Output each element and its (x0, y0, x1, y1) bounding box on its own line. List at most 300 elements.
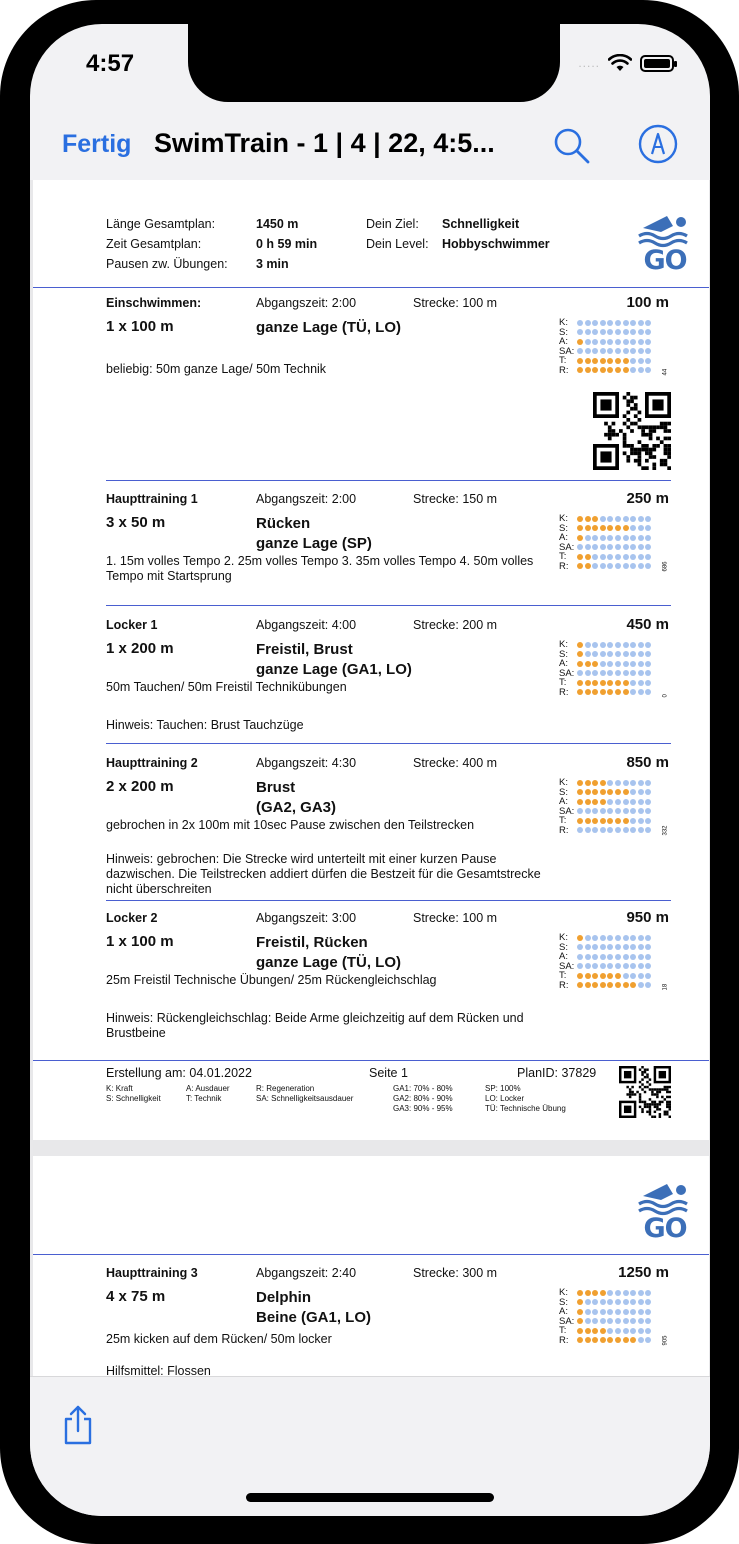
intensity-dot (592, 944, 598, 950)
intensity-label: SA: (559, 345, 575, 357)
intensity-dot (638, 827, 644, 833)
intensity-dot (638, 799, 644, 805)
intensity-dot (630, 1309, 636, 1315)
intensity-dot (592, 642, 598, 648)
intensity-dot (592, 789, 598, 795)
intensity-dot (615, 808, 621, 814)
intensity-dot (577, 651, 583, 657)
intensity-dot (600, 516, 606, 522)
intensity-dot (645, 808, 651, 814)
intensity-dot (607, 1328, 613, 1334)
intensity-dot (577, 642, 583, 648)
intensity-matrix (559, 513, 669, 572)
intensity-label: S: (559, 522, 568, 534)
intensity-dot (592, 963, 598, 969)
swim-style-line: (GA2, GA3) (256, 799, 337, 816)
intensity-dot (623, 358, 629, 364)
intensity-label: A: (559, 1306, 568, 1317)
legend-item: GA2: 80% - 90% (393, 1094, 453, 1103)
intensity-matrix (559, 777, 669, 836)
intensity-dot (615, 348, 621, 354)
pdf-page-2 (33, 1156, 709, 1376)
divider (33, 1254, 709, 1255)
intensity-label: A: (559, 658, 568, 669)
legend-item: SP: 100% (485, 1084, 521, 1093)
legend-item: SA: Schnelligkeitsausdauer (256, 1094, 354, 1103)
intensity-dot (607, 982, 613, 988)
swim-style-line: ganze Lage (GA1, LO) (256, 661, 412, 678)
intensity-dot (577, 339, 583, 345)
legend-item: R: Regeneration (256, 1084, 315, 1093)
navigation-bar (30, 114, 710, 180)
intensity-dot (645, 320, 651, 326)
intensity-dot (585, 348, 591, 354)
intensity-dot (577, 661, 583, 667)
intensity-dot (607, 670, 613, 676)
intensity-dot (585, 563, 591, 569)
intensity-dot (623, 818, 629, 824)
intensity-dot (623, 799, 629, 805)
intensity-dot (600, 661, 606, 667)
distance: Strecke: 400 m (413, 756, 498, 770)
intensity-dot (585, 982, 591, 988)
intensity-dot (577, 670, 583, 676)
intensity-dot (577, 516, 583, 522)
intensity-dot (630, 982, 636, 988)
intensity-dot (585, 651, 591, 657)
intensity-dot (645, 963, 651, 969)
exercise-name: Einschwimmen: (106, 296, 202, 310)
intensity-dot (638, 1318, 644, 1324)
intensity-dot (623, 789, 629, 795)
intensity-dot (630, 954, 636, 960)
intensity-dot (638, 1299, 644, 1305)
battery-icon (640, 55, 674, 72)
summary-value: Hobbyschwimmer (442, 237, 550, 251)
intensity-dot (638, 554, 644, 560)
intensity-dot (630, 1299, 636, 1305)
intensity-dot (638, 1309, 644, 1315)
intensity-dot (600, 329, 606, 335)
intensity-dot (577, 367, 583, 373)
intensity-label: S: (559, 1296, 568, 1308)
intensity-dot (585, 1328, 591, 1334)
intensity-dot (600, 367, 606, 373)
intensity-dot (638, 544, 644, 550)
intensity-dot (592, 329, 598, 335)
intensity-dot (600, 554, 606, 560)
intensity-dot (645, 535, 651, 541)
intensity-dot (585, 944, 591, 950)
departure-time: Abgangszeit: 2:00 (256, 492, 357, 506)
intensity-dot (615, 339, 621, 345)
intensity-dot (623, 348, 629, 354)
intensity-dot (577, 525, 583, 531)
intensity-dot (645, 818, 651, 824)
intensity-row (559, 552, 653, 562)
section-code: 0 (662, 693, 669, 697)
intensity-dot (607, 358, 613, 364)
departure-time: Abgangszeit: 4:00 (256, 618, 357, 632)
qr-code-icon (619, 1066, 671, 1118)
training-section (33, 911, 709, 1061)
intensity-label: A: (559, 336, 568, 347)
intensity-dot (600, 1337, 606, 1343)
intensity-row (559, 328, 653, 338)
intensity-dot (600, 1309, 606, 1315)
intensity-dot (623, 935, 629, 941)
intensity-dot (577, 1337, 583, 1343)
intensity-dot (645, 935, 651, 941)
intensity-dot (577, 544, 583, 550)
intensity-dot (592, 661, 598, 667)
intensity-dot (615, 982, 621, 988)
intensity-matrix (559, 1287, 669, 1346)
pdf-viewer[interactable] (30, 180, 710, 1376)
intensity-dot (577, 554, 583, 560)
intensity-dot (600, 944, 606, 950)
intensity-dot (577, 944, 583, 950)
intensity-dot (645, 689, 651, 695)
intensity-dot (607, 661, 613, 667)
intensity-dot (600, 358, 606, 364)
summary-label: Dein Level: (366, 237, 429, 251)
intensity-label: R: (559, 824, 569, 836)
swim-style-line: ganze Lage (TÜ, LO) (256, 319, 402, 336)
distance: Strecke: 300 m (413, 1266, 498, 1280)
intensity-row (559, 788, 653, 798)
intensity-dot (645, 780, 651, 786)
intensity-dot (623, 661, 629, 667)
intensity-dot (592, 563, 598, 569)
departure-time: Abgangszeit: 3:00 (256, 911, 357, 925)
intensity-dot (577, 1309, 583, 1315)
swimmer-logo-icon (637, 1178, 693, 1244)
legend-item: T: Technik (186, 1094, 222, 1103)
intensity-dot (600, 670, 606, 676)
intensity-dot (592, 818, 598, 824)
summary-value: 3 min (256, 257, 289, 271)
intensity-dot (645, 1328, 651, 1334)
intensity-dot (585, 780, 591, 786)
intensity-dot (638, 516, 644, 522)
intensity-dot (607, 1309, 613, 1315)
swim-style-line: ganze Lage (SP) (256, 535, 372, 552)
swim-style (256, 514, 372, 554)
intensity-label: T: (559, 677, 567, 688)
page-number: Seite 1 (369, 1066, 408, 1080)
intensity-dot (577, 1290, 583, 1296)
intensity-dot (645, 348, 651, 354)
intensity-dot (638, 789, 644, 795)
intensity-dot (600, 789, 606, 795)
intensity-dot (638, 329, 644, 335)
home-indicator (246, 1493, 494, 1502)
intensity-dot (607, 544, 613, 550)
summary-label: Pausen zw. Übungen: (106, 257, 228, 271)
intensity-dot (630, 789, 636, 795)
training-section (33, 618, 709, 768)
intensity-dot (645, 973, 651, 979)
intensity-label: SA: (559, 805, 575, 817)
intensity-dot (607, 680, 613, 686)
intensity-dot (585, 818, 591, 824)
intensity-dot (615, 535, 621, 541)
intensity-row (559, 524, 653, 534)
intensity-dot (615, 554, 621, 560)
intensity-dot (577, 358, 583, 364)
intensity-row (559, 981, 653, 991)
legend-item: GA3: 90% - 95% (393, 1104, 453, 1113)
exercise-name: Haupttraining 1 (106, 492, 198, 506)
intensity-dot (592, 935, 598, 941)
intensity-dot (585, 935, 591, 941)
intensity-dot (600, 1318, 606, 1324)
intensity-row (559, 778, 653, 788)
intensity-dot (623, 563, 629, 569)
divider (106, 605, 671, 606)
intensity-dot (623, 516, 629, 522)
intensity-label: S: (559, 941, 568, 953)
intensity-label: K: (559, 639, 568, 650)
intensity-dot (577, 973, 583, 979)
intensity-dot (623, 525, 629, 531)
intensity-dot (585, 1337, 591, 1343)
intensity-dot (630, 827, 636, 833)
intensity-dot (645, 563, 651, 569)
intensity-dot (615, 799, 621, 805)
intensity-row (559, 1336, 653, 1346)
intensity-row (559, 1298, 653, 1308)
intensity-dot (607, 818, 613, 824)
intensity-dot (600, 827, 606, 833)
intensity-dot (585, 808, 591, 814)
intensity-dot (615, 827, 621, 833)
intensity-dot (645, 544, 651, 550)
intensity-dot (592, 1290, 598, 1296)
intensity-dot (630, 563, 636, 569)
intensity-dot (615, 563, 621, 569)
repetitions: 1 x 200 m (106, 640, 174, 657)
intensity-label: S: (559, 786, 568, 798)
divider (106, 900, 671, 901)
section-code: 686 (662, 560, 669, 571)
intensity-dot (600, 1328, 606, 1334)
intensity-dot (623, 808, 629, 814)
intensity-dot (592, 320, 598, 326)
search-icon[interactable] (550, 124, 594, 168)
intensity-dot (585, 661, 591, 667)
intensity-dot (607, 516, 613, 522)
intensity-dot (623, 1318, 629, 1324)
intensity-dot (585, 535, 591, 541)
swim-style (256, 640, 412, 680)
section-code: 332 (662, 824, 669, 835)
intensity-dot (615, 358, 621, 364)
document-title: SwimTrain - 1 | 4 | 22, 4:5... (154, 128, 495, 158)
intensity-dot (645, 789, 651, 795)
intensity-dot (607, 935, 613, 941)
intensity-dot (585, 516, 591, 522)
intensity-dot (638, 935, 644, 941)
intensity-dot (592, 827, 598, 833)
intensity-dot (585, 827, 591, 833)
intensity-dot (630, 651, 636, 657)
intensity-dot (630, 680, 636, 686)
exercise-description: 1. 15m volles Tempo 2. 25m volles Tempo 3. 35m volles Tempo 4. 50m volles Tempo mit Startsprung (106, 554, 534, 583)
intensity-dot (638, 563, 644, 569)
intensity-dot (638, 358, 644, 364)
intensity-dot (638, 963, 644, 969)
intensity-dot (615, 689, 621, 695)
intensity-dot (607, 642, 613, 648)
done-button[interactable]: Fertig (62, 130, 132, 158)
intensity-dot (638, 689, 644, 695)
intensity-dot (585, 320, 591, 326)
share-icon[interactable] (60, 1403, 96, 1447)
intensity-dot (585, 329, 591, 335)
cumulative-distance: 850 m (626, 754, 669, 771)
repetitions: 1 x 100 m (106, 318, 174, 335)
intensity-dot (600, 963, 606, 969)
intensity-dot (638, 973, 644, 979)
intensity-dot (592, 358, 598, 364)
intensity-dot (645, 329, 651, 335)
intensity-label: T: (559, 970, 567, 981)
intensity-dot (577, 808, 583, 814)
intensity-dot (577, 780, 583, 786)
intensity-dot (615, 954, 621, 960)
intensity-dot (577, 818, 583, 824)
intensity-dot (592, 1337, 598, 1343)
intensity-dot (592, 651, 598, 657)
intensity-dot (638, 367, 644, 373)
intensity-dot (638, 670, 644, 676)
intensity-dot (630, 963, 636, 969)
section-code: 44 (662, 368, 669, 375)
intensity-label: K: (559, 317, 568, 328)
intensity-dot (630, 808, 636, 814)
repetitions: 4 x 75 m (106, 1288, 166, 1305)
intensity-dot (607, 367, 613, 373)
intensity-dot (577, 1328, 583, 1334)
intensity-dot (577, 1318, 583, 1324)
exercise-hint: Hinweis: gebrochen: Die Strecke wird unterteilt mit einer kurzen Pause dazwischen. Die Teilstrecken addiert dürfen die Bestzeit für die Gesamtstrecke nicht überschreiten (106, 852, 541, 896)
intensity-dot (615, 680, 621, 686)
intensity-label: A: (559, 796, 568, 807)
intensity-dot (600, 799, 606, 805)
intensity-dot (630, 642, 636, 648)
intensity-dot (600, 1299, 606, 1305)
bottom-toolbar (30, 1376, 710, 1516)
screen (30, 24, 710, 1516)
intensity-row (559, 347, 653, 357)
intensity-dot (615, 661, 621, 667)
intensity-dot (585, 963, 591, 969)
intensity-dot (645, 358, 651, 364)
intensity-dot (615, 544, 621, 550)
intensity-dot (592, 348, 598, 354)
intensity-dot (630, 780, 636, 786)
intensity-dot (638, 339, 644, 345)
intensity-dot (615, 973, 621, 979)
intensity-label: A: (559, 532, 568, 543)
intensity-dot (607, 563, 613, 569)
intensity-dot (630, 554, 636, 560)
cumulative-distance: 950 m (626, 909, 669, 926)
intensity-dot (585, 554, 591, 560)
intensity-row (559, 962, 653, 972)
training-section (33, 756, 709, 906)
summary-row (106, 234, 550, 254)
intensity-dot (623, 339, 629, 345)
intensity-dot (638, 944, 644, 950)
swim-style-line: ganze Lage (TÜ, LO) (256, 954, 402, 971)
intensity-dot (592, 780, 598, 786)
repetitions: 1 x 100 m (106, 933, 174, 950)
logo-text: GO (643, 1213, 687, 1244)
intensity-dot (645, 642, 651, 648)
intensity-label: SA: (559, 1315, 575, 1327)
swim-style-line: Delphin (256, 1289, 311, 1306)
intensity-dot (607, 808, 613, 814)
intensity-dot (615, 525, 621, 531)
intensity-dot (623, 827, 629, 833)
distance: Strecke: 100 m (413, 911, 498, 925)
intensity-dot (585, 525, 591, 531)
repetitions: 3 x 50 m (106, 514, 166, 531)
cumulative-distance: 1250 m (618, 1264, 669, 1281)
intensity-dot (600, 1290, 606, 1296)
intensity-dot (615, 963, 621, 969)
intensity-row (559, 807, 653, 817)
intensity-dot (615, 651, 621, 657)
intensity-dot (607, 954, 613, 960)
intensity-dot (585, 954, 591, 960)
intensity-dot (592, 973, 598, 979)
intensity-matrix (559, 932, 669, 991)
intensity-dot (645, 827, 651, 833)
intensity-dot (592, 954, 598, 960)
intensity-dot (592, 1318, 598, 1324)
intensity-dot (600, 525, 606, 531)
section-code: 18 (662, 983, 669, 990)
signal-icon: ..... (578, 56, 600, 70)
intensity-dot (600, 689, 606, 695)
intensity-row (559, 1288, 653, 1298)
intensity-dot (615, 789, 621, 795)
intensity-label: R: (559, 979, 569, 991)
swim-style-line: Rücken (256, 515, 311, 532)
intensity-matrix (559, 639, 669, 698)
intensity-dot (645, 339, 651, 345)
intensity-dot (638, 1337, 644, 1343)
intensity-dot (638, 780, 644, 786)
intensity-dot (577, 982, 583, 988)
intensity-dot (585, 1290, 591, 1296)
summary-label: Dein Ziel: (366, 217, 419, 231)
intensity-label: T: (559, 815, 567, 826)
page-footer (33, 1060, 709, 1130)
intensity-dot (592, 554, 598, 560)
intensity-dot (623, 670, 629, 676)
training-section (33, 296, 709, 446)
intensity-dot (592, 1328, 598, 1334)
departure-time: Abgangszeit: 4:30 (256, 756, 357, 770)
markup-pen-icon[interactable] (636, 122, 680, 166)
intensity-row (559, 688, 653, 698)
intensity-dot (615, 944, 621, 950)
